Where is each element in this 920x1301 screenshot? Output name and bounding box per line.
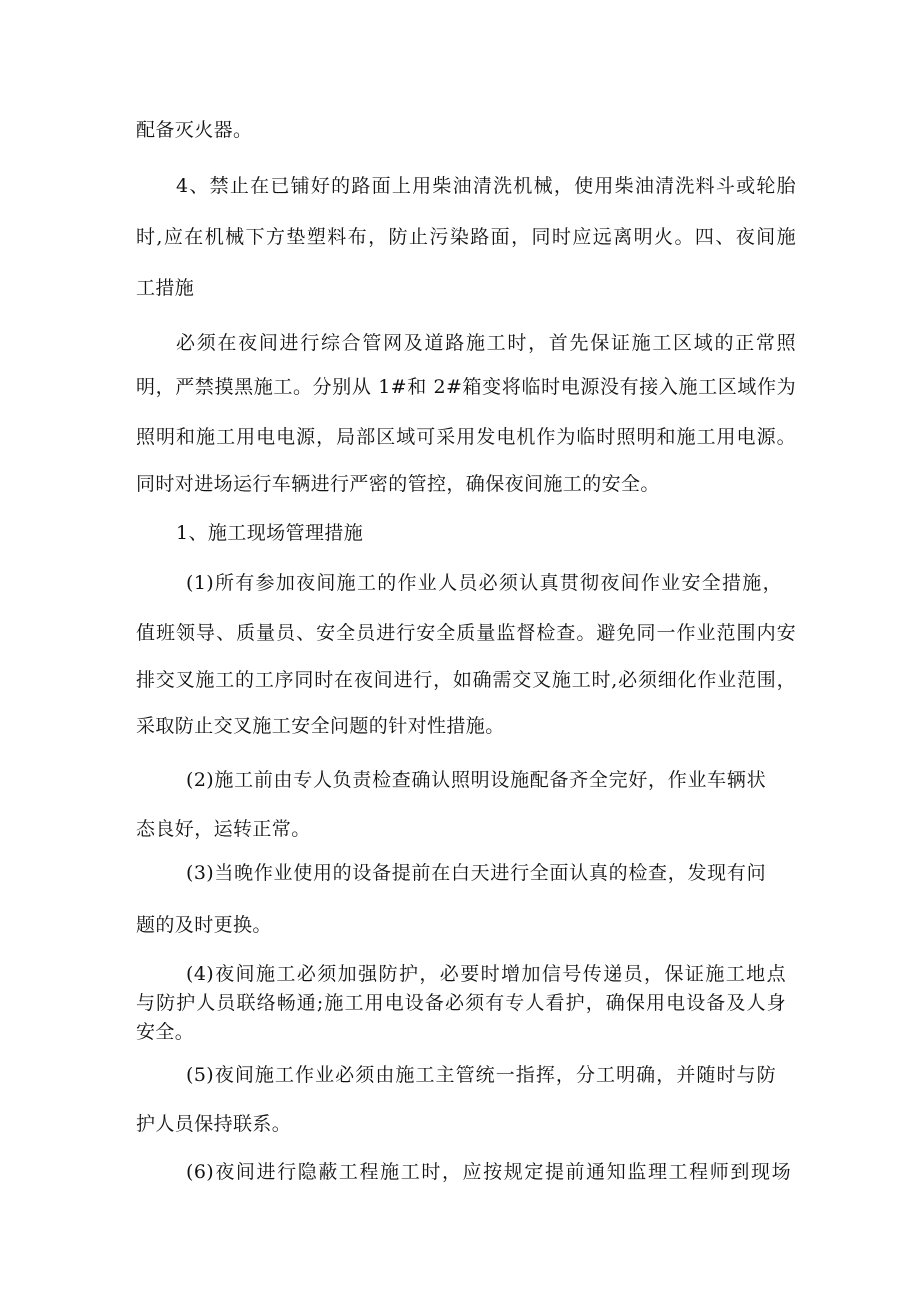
- text-line: (4)夜间施工必须加强防护，必要时增加信号传递员，保证施工地点: [186, 963, 786, 985]
- text-line: 4、禁止在已铺好的路面上用柴油清洗机械，使用柴油清洗料斗或轮胎: [176, 175, 796, 197]
- text-line: 同时对进场运行车辆进行严密的管控，确保夜间施工的安全。: [136, 473, 660, 495]
- text-line: (2)施工前由专人负责检查确认照明设施配备齐全完好，作业车辆状: [186, 769, 766, 791]
- text-line: 值班领导、质量员、安全员进行安全质量监督检查。避免同一作业范围内安: [136, 622, 796, 644]
- text-line: 时,应在机械下方垫塑料布，防止污染路面，同时应远离明火。四、夜间施: [136, 226, 796, 248]
- text-line: 照明和施工用电电源，局部区域可采用发电机作为临时照明和施工用电源。: [136, 426, 796, 448]
- text-line: 题的及时更换。: [136, 914, 272, 936]
- text-line: 工措施: [136, 277, 195, 299]
- text-line: 护人员保持联系。: [136, 1113, 292, 1135]
- text-line: (6)夜间进行隐蔽工程施工时，应按规定提前通知监理工程师到现场: [186, 1161, 791, 1183]
- text-line: 与防护人员联络畅通;施工用电设备必须有专人看护，确保用电设备及人身: [136, 992, 786, 1014]
- text-line: 态良好，运转正常。: [136, 818, 311, 840]
- text-line: 配备灭火器。: [136, 119, 253, 141]
- text-line: 采取防止交叉施工安全问题的针对性措施。: [136, 715, 505, 737]
- text-line: 排交叉施工的工序同时在夜间进行，如确需交叉施工时,必须细化作业范围，: [136, 669, 796, 691]
- text-line: 明，严禁摸黑施工。分别从 1#和 2#箱变将临时电源没有接入施工区域作为: [136, 376, 796, 398]
- text-line: 必须在夜间进行综合管网及道路施工时，首先保证施工区域的正常照: [176, 332, 796, 354]
- text-line: (5)夜间施工作业必须由施工主管统一指挥，分工明确，并随时与防: [186, 1064, 776, 1086]
- text-line: (1)所有参加夜间施工的作业人员必须认真贯彻夜间作业安全措施，: [186, 572, 782, 594]
- text-line: 安全。: [136, 1021, 195, 1043]
- text-line: (3)当晚作业使用的设备提前在白天进行全面认真的检查，发现有问: [186, 862, 766, 884]
- text-line: 1、施工现场管理措施: [176, 522, 364, 544]
